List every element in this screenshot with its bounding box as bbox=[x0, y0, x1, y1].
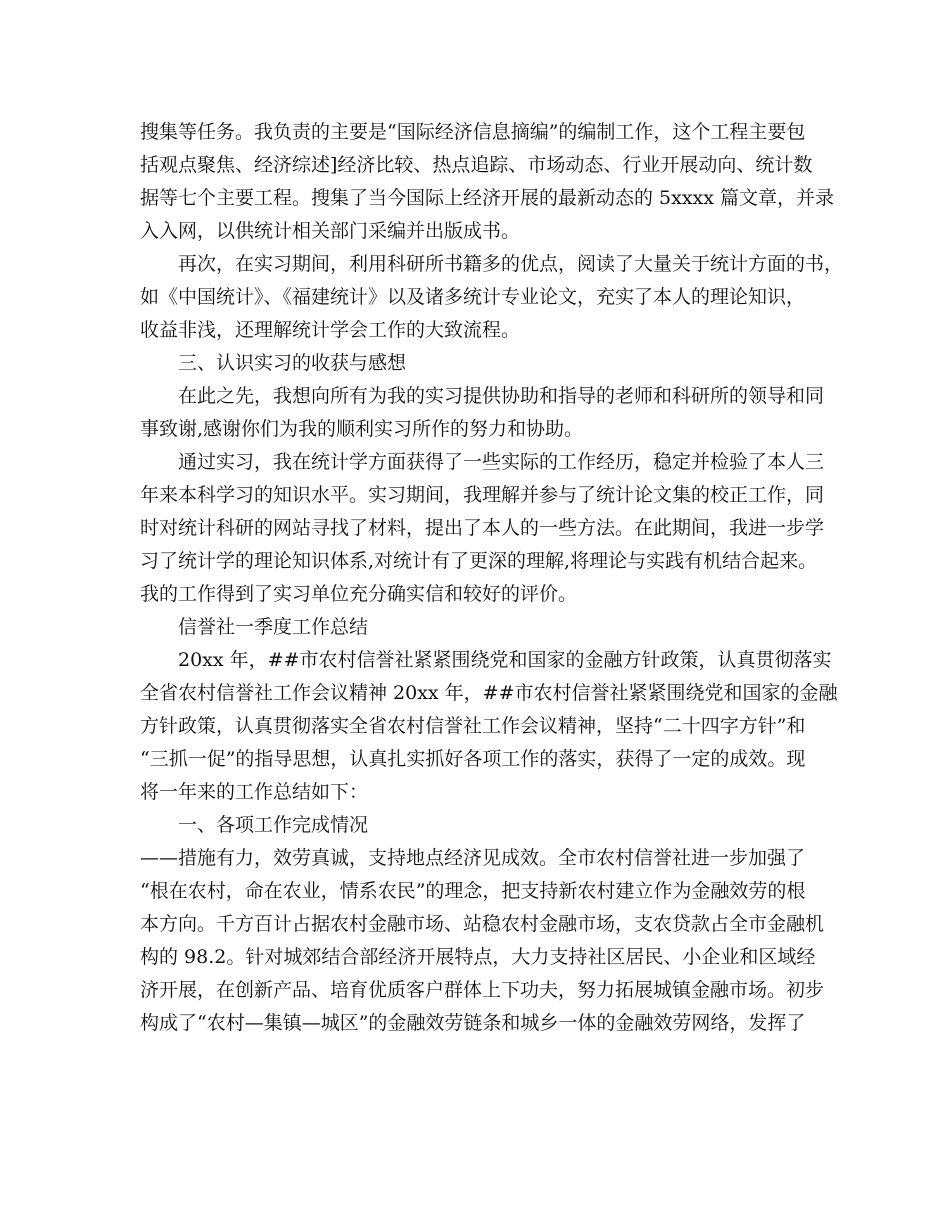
text-line: 收益非浅，还理解统计学会工作的大致流程。 bbox=[140, 319, 521, 341]
text-line: 在此之先，我想向所有为我的实习提供协助和指导的老师和科研所的领导和同 bbox=[178, 385, 825, 407]
text-line: 本方向。千方百计占据农村金融市场、站稳农村金融市场，支农贷款占全市金融机 bbox=[140, 913, 825, 935]
text-line: 括观点聚焦、经济综述]经济比较、热点追踪、市场动态、行业开展动向、统计数 bbox=[140, 154, 813, 176]
text-line: 搜集等任务。我负责的主要是“国际经济信息摘编”的编制工作，这个工程主要包 bbox=[140, 121, 806, 143]
text-line: 构的 98.2。针对城郊结合部经济开展特点，大力支持社区居民、小企业和区域经 bbox=[140, 946, 816, 968]
text-line: 事致谢,感谢你们为我的顺利实习所作的努力和协助。 bbox=[140, 418, 584, 440]
text-line: 时对统计科研的网站寻找了材料，提出了本人的一些方法。在此期间，我进一步学 bbox=[140, 517, 825, 539]
document-body bbox=[140, 116, 844, 1040]
text-line: 据等七个主要工程。搜集了当今国际上经济开展的最新动态的 5xxxx 篇文章，并录 bbox=[140, 187, 835, 209]
text-line: 将一年来的工作总结如下： bbox=[140, 781, 369, 803]
text-line: 我的工作得到了实习单位充分确实信和较好的评价。 bbox=[140, 583, 578, 605]
section-heading: 一、各项工作完成情况 bbox=[178, 814, 369, 836]
text-line: 全省农村信誉社工作会议精神 20xx 年，##市农村信誉社紧紧围绕党和国家的金融 bbox=[140, 682, 838, 704]
text-line: 构成了“农村—集镇—城区”的金融效劳链条和城乡一体的金融效劳网络，发挥了 bbox=[140, 1012, 806, 1034]
text-line: “三抓一促”的指导思想，认真扎实抓好各项工作的落实，获得了一定的成效。现 bbox=[140, 748, 806, 770]
text-line: 通过实习，我在统计学方面获得了一些实际的工作经历，稳定并检验了本人三 bbox=[178, 451, 825, 473]
text-line: 济开展，在创新产品、培育优质客户群体上下功夫，努力拓展城镇金融市场。初步 bbox=[140, 979, 825, 1001]
text-line: “根在农村，命在农业，情系农民”的理念，把支持新农村建立作为金融效劳的根 bbox=[140, 880, 806, 902]
text-line: 年来本科学习的知识水平。实习期间，我理解并参与了统计论文集的校正工作，同 bbox=[140, 484, 825, 506]
document-title: 信誉社一季度工作总结 bbox=[178, 616, 369, 638]
text-line: 20xx 年，##市农村信誉社紧紧围绕党和国家的金融方针政策，认真贯彻落实 bbox=[178, 649, 832, 671]
text-line: 方针政策，认真贯彻落实全省农村信誉社工作会议精神，坚持“二十四字方针”和 bbox=[140, 715, 806, 737]
text-line: 再次，在实习期间，利用科研所书籍多的优点，阅读了大量关于统计方面的书， bbox=[178, 253, 844, 275]
text-line: 习了统计学的理论知识体系,对统计有了更深的理解,将理论与实践有机结合起来。 bbox=[140, 550, 818, 572]
text-line: ——措施有力，效劳真诚，支持地点经济见成效。全市农村信誉社进一步加强了 bbox=[140, 847, 806, 869]
text-line: 如《中国统计》、《福建统计》以及诸多统计专业论文，充实了本人的理论知识， bbox=[140, 286, 806, 308]
section-heading: 三、认识实习的收获与感想 bbox=[178, 352, 407, 374]
text-line: 入入网，以供统计相关部门采编并出版成书。 bbox=[140, 220, 521, 242]
